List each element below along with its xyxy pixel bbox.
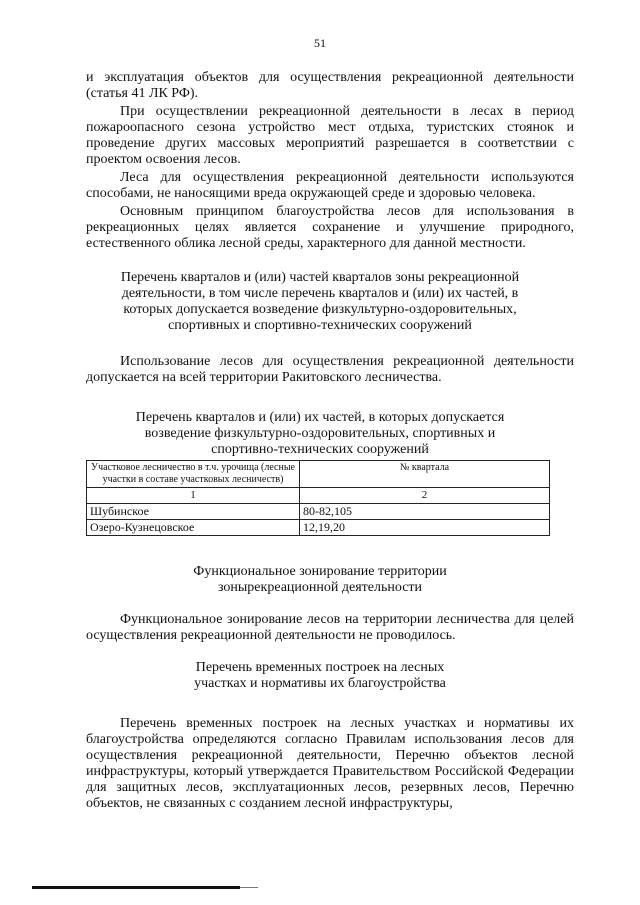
paragraph-zoning: Функциональное зонирование лесов на территории лесничества для целей осуществления рекреационной деятельности не проводилось. [86, 612, 574, 643]
section-heading-quarters: Перечень кварталов и (или) частей кварталов зоны рекреационной деятельности, в том числе перечень кварталов и (или) их частей, в которых допускается возведение физкультурно-оздоровительных, спортивных и спортивно-технических сооружений [120, 270, 520, 333]
table-column-number: 2 [300, 488, 550, 504]
paragraph-buildings: Перечень временных построек на лесных участках и нормативы их благоустройства определяются согласно Правилам использования лесов для осуществления рекреационной деятельности, Перечню объектов лесной инфраструктуры, который утверждается Правительством Российской Федерации для защитных лесов, эксплуатационных лесов, резервных лесов, Перечню объектов, не связанных с созданием лесной инфраструктуры, [86, 716, 574, 811]
table-cell-forestry: Шубинское [87, 504, 300, 520]
paragraph-fire-season: При осуществлении рекреационной деятельности в лесах в период пожароопасного сезона устройство мест отдыха, туристских стоянок и проведение других массовых мероприятий разрешается в соответствии с проектом освоения лесов. [86, 104, 574, 167]
page-number: 51 [314, 36, 326, 50]
quarters-table [86, 460, 550, 536]
table-header-quarter: № квартала [300, 461, 550, 488]
footer-rule [32, 886, 240, 889]
table-cell-forestry: Озеро-Кузнецовское [87, 520, 300, 536]
table-header-row [87, 461, 550, 488]
table-column-number: 1 [87, 488, 300, 504]
table-column-numbers-row [87, 488, 550, 504]
section-heading-buildings: Перечень временных построек на лесных участках и нормативы их благоустройства [194, 660, 446, 691]
paragraph-methods: Леса для осуществления рекреационной деятельности используются способами, не наносящими вреда окружающей среде и здоровью человека. [86, 170, 574, 201]
table-header-forestry: Участковое лесничество в т.ч. урочища (лесные участки в составе участковых лесничеств) [87, 461, 300, 488]
table-row [87, 504, 550, 520]
paragraph-principle: Основным принципом благоустройства лесов для использования в рекреационных целях является сохранение и улучшение природного, естественного облика лесной среды, характерного для данной местности. [86, 204, 574, 251]
table-title: Перечень кварталов и (или) их частей, в которых допускается возведение физкультурно-оздоровительных, спортивных и спортивно-технических сооружений [135, 410, 505, 457]
table-cell-quarter: 80-82,105 [300, 504, 550, 520]
paragraph-continuation: и эксплуатация объектов для осуществления рекреационной деятельности (статья 41 ЛК РФ). [86, 70, 574, 101]
paragraph-usage: Использование лесов для осуществления рекреационной деятельности допускается на всей территории Ракитовского лесничества. [86, 354, 574, 385]
section-heading-zoning: Функциональное зонирование территории зонырекреационной деятельности [193, 564, 447, 595]
table-cell-quarter: 12,19,20 [300, 520, 550, 536]
footer-rule-tail [240, 887, 258, 888]
table-row [87, 520, 550, 536]
